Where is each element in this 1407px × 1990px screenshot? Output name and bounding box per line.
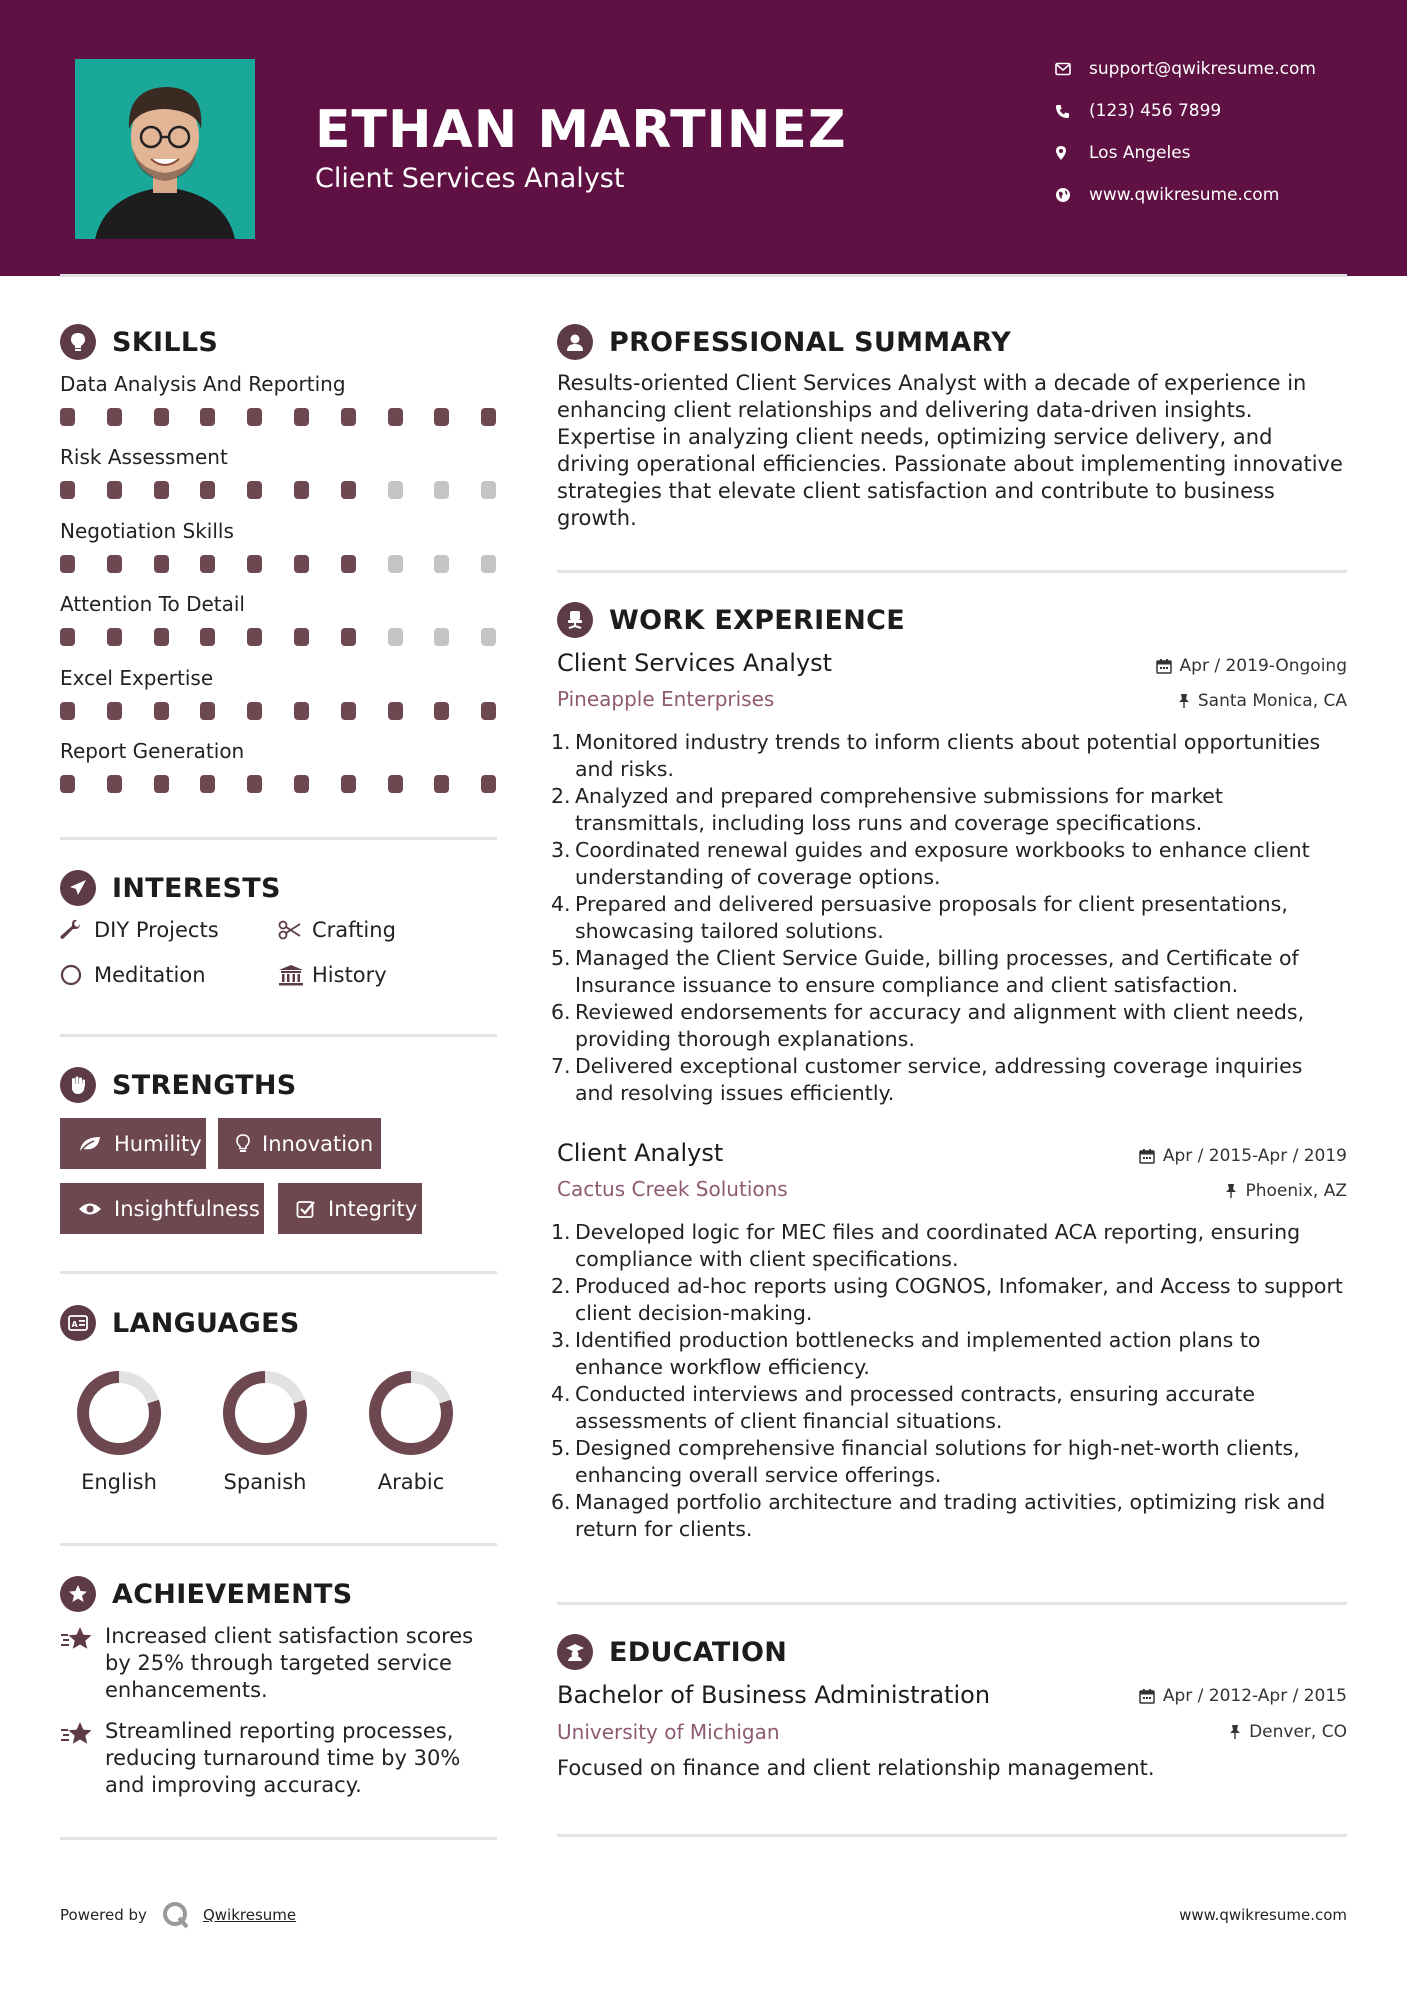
skill-rating-dot [247, 702, 262, 720]
job-company: Cactus Creek Solutions [557, 1177, 788, 1201]
map-pin-icon [1055, 145, 1089, 161]
language-proficiency-ring [221, 1369, 309, 1457]
responsibility-text: Identified production bottlenecks and implemented action plans to enhance workflow efficiency. [575, 1328, 1261, 1379]
skill-rating-dot [60, 628, 75, 646]
language-proficiency-ring [75, 1369, 163, 1457]
responsibility-item [551, 729, 1347, 783]
strength-tag [60, 1118, 206, 1169]
responsibility-item [551, 1435, 1347, 1489]
interest-label: Meditation [94, 963, 206, 987]
job-location [1178, 691, 1347, 711]
eye-icon [78, 1201, 102, 1217]
language-label: Spanish [223, 1470, 307, 1494]
interest-label: Crafting [312, 918, 396, 942]
skill-rating-dot [60, 555, 75, 573]
achievements-heading [60, 1576, 353, 1612]
skill-rating-dot [154, 481, 169, 499]
skill-rating-dot [60, 481, 75, 499]
globe-icon [1055, 187, 1089, 203]
circle-icon [60, 964, 94, 986]
job-location-text: Santa Monica, CA [1197, 691, 1347, 711]
responsibility-text: Analyzed and prepared comprehensive submissions for market transmittals, including loss runs and coverage specifications. [575, 784, 1223, 835]
skill-rating-dot [60, 408, 75, 426]
skill-label: Negotiation Skills [60, 518, 234, 543]
pushpin-icon [1225, 1183, 1237, 1199]
languages-heading [60, 1305, 300, 1341]
skill-rating-dot [107, 408, 122, 426]
candidate-role: Client Services Analyst [315, 163, 625, 194]
skill-rating-dot [200, 775, 215, 793]
skill-rating-dot [388, 481, 403, 499]
skill-rating-dot [388, 555, 403, 573]
interest-item [278, 918, 396, 942]
skill-rating-dot [341, 775, 356, 793]
skill-rating-dot [247, 408, 262, 426]
museum-icon [278, 964, 312, 986]
qwikresume-link[interactable]: Qwikresume [202, 1906, 297, 1924]
powered-by-text: Powered by [60, 1906, 147, 1924]
skill-rating-dot [107, 775, 122, 793]
achievement-item [60, 1718, 500, 1799]
skill-rating-dot [434, 555, 449, 573]
header-divider [60, 274, 1347, 277]
candidate-name: ETHAN MARTINEZ [315, 100, 847, 160]
skills-title: SKILLS [112, 326, 219, 358]
skill-rating-dot [388, 628, 403, 646]
wrench-icon [60, 919, 94, 941]
interest-item [278, 963, 387, 987]
skill-rating-dot [294, 628, 309, 646]
job-dates [1139, 1146, 1347, 1166]
skill-rating-dot [341, 555, 356, 573]
skill-label: Excel Expertise [60, 665, 214, 690]
skill-rating-dot [247, 775, 262, 793]
scissors-icon [278, 920, 312, 940]
star-badge-icon [60, 1576, 96, 1612]
responsibility-number: 3. [551, 1328, 571, 1352]
achievement-text: Streamlined reporting processes, reducing turnaround time by 30% and improving accuracy. [105, 1719, 461, 1797]
responsibility-item [551, 999, 1347, 1053]
education-school: University of Michigan [557, 1720, 780, 1744]
achievement-item [60, 1623, 500, 1704]
section-divider [60, 1837, 497, 1840]
contact-website[interactable] [1055, 181, 1375, 209]
skill-rating-dot [247, 555, 262, 573]
section-divider [557, 1602, 1347, 1605]
skill-rating-dot [481, 555, 496, 573]
contact-phone[interactable] [1055, 97, 1375, 125]
responsibility-number: 1. [551, 730, 571, 754]
skill-rating-dot [481, 481, 496, 499]
skill-rating-dot [481, 628, 496, 646]
interest-label: History [312, 963, 387, 987]
responsibility-text: Reviewed endorsements for accuracy and alignment with client needs, providing thorough explanations. [575, 1000, 1305, 1051]
skill-rating [60, 775, 497, 793]
job-dates [1156, 656, 1347, 676]
job-responsibilities [551, 1219, 1347, 1543]
language-label: Arabic [377, 1470, 445, 1494]
skill-rating-dot [107, 481, 122, 499]
leaf-icon [78, 1135, 102, 1153]
responsibility-text: Monitored industry trends to inform clients about potential opportunities and risks. [575, 730, 1321, 781]
achievements-title: ACHIEVEMENTS [112, 1578, 353, 1610]
section-divider [60, 837, 497, 840]
job-responsibilities [551, 729, 1347, 1107]
skill-rating-dot [107, 555, 122, 573]
education-location-text: Denver, CO [1249, 1722, 1347, 1742]
skill-rating-dot [294, 408, 309, 426]
contact-email[interactable] [1055, 55, 1375, 83]
contact-location-text: Los Angeles [1089, 143, 1191, 163]
skill-rating-dot [154, 555, 169, 573]
responsibility-item [551, 783, 1347, 837]
footer-website[interactable]: www.qwikresume.com [1179, 1906, 1347, 1924]
skill-rating-dot [341, 628, 356, 646]
experience-heading [557, 602, 905, 638]
languages-title: LANGUAGES [112, 1307, 300, 1339]
responsibility-number: 3. [551, 838, 571, 862]
skill-rating-dot [154, 408, 169, 426]
responsibility-number: 1. [551, 1220, 571, 1244]
skill-rating-dot [341, 408, 356, 426]
calendar-icon [1139, 1688, 1155, 1704]
responsibility-item [551, 837, 1347, 891]
skill-rating-dot [481, 408, 496, 426]
calendar-icon [1139, 1148, 1155, 1164]
star-icon [60, 1718, 105, 1799]
responsibility-number: 5. [551, 1436, 571, 1460]
responsibility-number: 4. [551, 892, 571, 916]
skill-rating-dot [388, 702, 403, 720]
qwikresume-logo-icon [161, 1900, 191, 1930]
skill-rating-dot [200, 408, 215, 426]
skill-rating-dot [388, 408, 403, 426]
achievement-text: Increased client satisfaction scores by 25% through targeted service enhancements. [105, 1624, 474, 1702]
contact-location [1055, 139, 1375, 167]
job-company: Pineapple Enterprises [557, 687, 775, 711]
responsibility-number: 6. [551, 1490, 571, 1514]
summary-text: Results-oriented Client Services Analyst with a decade of experience in enhancing client relationships and delivering data-driven insights. Expertise in analyzing client needs, optimizing service delivery, and driving operational efficiencies. Passionate about implementing innovative strategies that elevate client satisfaction and contribute to business growth. [557, 371, 1343, 530]
summary-heading [557, 324, 1011, 360]
language-label: English [81, 1470, 157, 1494]
skill-label: Risk Assessment [60, 445, 228, 470]
strength-label: Humility [114, 1131, 202, 1156]
responsibility-text: Designed comprehensive financial solutions for high-net-worth clients, enhancing overall service offerings. [575, 1436, 1300, 1487]
responsibility-number: 6. [551, 1000, 571, 1024]
responsibility-item [551, 1053, 1347, 1107]
skill-label: Attention To Detail [60, 592, 245, 617]
skill-label: Data Analysis And Reporting [60, 372, 346, 396]
education-dates-text: Apr / 2012-Apr / 2015 [1162, 1686, 1347, 1706]
responsibility-text: Managed the Client Service Guide, billing processes, and Certificate of Insurance issuance to ensure compliance and client satisfaction. [575, 946, 1299, 997]
skill-rating-dot [294, 702, 309, 720]
skill-rating-dot [107, 628, 122, 646]
skill-rating-dot [247, 628, 262, 646]
education-location [1229, 1722, 1347, 1742]
skill-rating-dot [434, 481, 449, 499]
responsibility-text: Coordinated renewal guides and exposure workbooks to enhance client understanding of coverage options. [575, 838, 1310, 889]
lightbulb-icon [236, 1134, 250, 1154]
skill-rating-dot [294, 481, 309, 499]
skill-rating-dot [434, 702, 449, 720]
skills-heading [60, 324, 218, 360]
skill-rating-dot [341, 481, 356, 499]
phone-icon [1055, 104, 1089, 119]
skill-rating [60, 628, 497, 646]
strength-tag [60, 1183, 264, 1234]
id-card-icon [60, 1305, 96, 1341]
skill-rating [60, 555, 497, 573]
skill-rating-dot [154, 775, 169, 793]
education-degree: Bachelor of Business Administration [557, 1681, 991, 1709]
skill-rating-dot [60, 702, 75, 720]
responsibility-item [551, 891, 1347, 945]
pushpin-icon [1178, 693, 1190, 709]
responsibility-text: Managed portfolio architecture and trading activities, optimizing risk and return for clients. [575, 1490, 1326, 1541]
section-divider [60, 1543, 497, 1546]
responsibility-item [551, 1273, 1347, 1327]
skill-rating-dot [154, 628, 169, 646]
skill-rating-dot [388, 775, 403, 793]
skill-rating-dot [434, 775, 449, 793]
pushpin-icon [1229, 1724, 1241, 1740]
skill-rating-dot [434, 628, 449, 646]
paper-plane-icon [60, 870, 96, 906]
lightbulb-icon [60, 324, 96, 360]
responsibility-item [551, 945, 1347, 999]
strength-tag [278, 1183, 422, 1234]
responsibility-number: 5. [551, 946, 571, 970]
job-dates-text: Apr / 2015-Apr / 2019 [1162, 1146, 1347, 1166]
contact-phone-text: (123) 456 7899 [1089, 101, 1222, 121]
resume-header [0, 0, 1407, 276]
section-divider [60, 1271, 497, 1274]
contact-email-text: support@qwikresume.com [1089, 59, 1316, 79]
skill-rating-dot [294, 775, 309, 793]
language-proficiency-ring [367, 1369, 455, 1457]
skill-rating-dot [200, 702, 215, 720]
skill-rating-dot [154, 702, 169, 720]
skill-rating-dot [107, 702, 122, 720]
strength-tag [218, 1118, 381, 1169]
raised-fist-icon [60, 1067, 96, 1103]
responsibility-text: Developed logic for MEC files and coordinated ACA reporting, ensuring compliance with client specifications. [575, 1220, 1301, 1271]
skill-label: Report Generation [60, 739, 245, 763]
user-icon [557, 324, 593, 360]
skill-rating-dot [481, 702, 496, 720]
responsibility-text: Prepared and delivered persuasive proposals for client presentations, showcasing tailored solutions. [575, 892, 1288, 943]
responsibility-number: 2. [551, 784, 571, 808]
skill-rating-dot [434, 408, 449, 426]
skill-rating [60, 481, 497, 499]
strength-label: Innovation [262, 1131, 374, 1156]
office-chair-icon [557, 602, 593, 638]
education-heading [557, 1634, 787, 1670]
interests-heading [60, 870, 281, 906]
section-divider [557, 1834, 1347, 1837]
footer-powered-by [60, 1900, 296, 1930]
experience-title: WORK EXPERIENCE [609, 604, 905, 636]
job-title: Client Analyst [557, 1139, 724, 1167]
strength-label: Insightfulness [114, 1196, 260, 1221]
responsibility-item [551, 1381, 1347, 1435]
star-icon [60, 1623, 105, 1704]
interests-title: INTERESTS [112, 872, 281, 904]
responsibility-text: Delivered exceptional customer service, addressing coverage inquiries and resolving issues efficiently. [575, 1054, 1303, 1105]
profile-photo [75, 59, 255, 239]
skill-rating [60, 408, 497, 426]
contact-website-text: www.qwikresume.com [1089, 185, 1280, 205]
responsibility-number: 7. [551, 1054, 571, 1078]
calendar-icon [1156, 658, 1172, 674]
education-description: Focused on finance and client relationship management. [557, 1756, 1155, 1780]
skill-rating-dot [294, 555, 309, 573]
summary-title: PROFESSIONAL SUMMARY [609, 326, 1012, 358]
skill-rating-dot [60, 775, 75, 793]
responsibility-number: 4. [551, 1382, 571, 1406]
interest-item [60, 918, 219, 942]
section-divider [60, 1034, 497, 1037]
job-dates-text: Apr / 2019-Ongoing [1179, 656, 1347, 676]
skill-rating-dot [200, 628, 215, 646]
skill-rating-dot [247, 481, 262, 499]
check-square-icon [296, 1199, 316, 1219]
skill-rating-dot [341, 702, 356, 720]
graduate-icon [557, 1634, 593, 1670]
responsibility-text: Conducted interviews and processed contracts, ensuring accurate assessments of client financial situations. [575, 1382, 1255, 1433]
strengths-heading [60, 1067, 297, 1103]
section-divider [557, 570, 1347, 573]
responsibility-item [551, 1489, 1347, 1543]
envelope-icon [1055, 62, 1089, 76]
skill-rating-dot [200, 481, 215, 499]
strengths-title: STRENGTHS [112, 1069, 297, 1101]
education-title: EDUCATION [609, 1636, 788, 1668]
skill-rating-dot [200, 555, 215, 573]
responsibility-item [551, 1219, 1347, 1273]
job-location-text: Phoenix, AZ [1245, 1181, 1347, 1201]
responsibility-number: 2. [551, 1274, 571, 1298]
skill-rating [60, 702, 497, 720]
interest-item [60, 963, 206, 987]
education-dates [1139, 1686, 1347, 1706]
responsibility-item [551, 1327, 1347, 1381]
skill-rating-dot [481, 775, 496, 793]
job-title: Client Services Analyst [557, 649, 833, 677]
job-location [1225, 1181, 1347, 1201]
strength-label: Integrity [328, 1196, 418, 1221]
interest-label: DIY Projects [94, 918, 219, 942]
svg-text:A: A [71, 1320, 78, 1329]
responsibility-text: Produced ad-hoc reports using COGNOS, Infomaker, and Access to support client decision-making. [575, 1274, 1343, 1325]
